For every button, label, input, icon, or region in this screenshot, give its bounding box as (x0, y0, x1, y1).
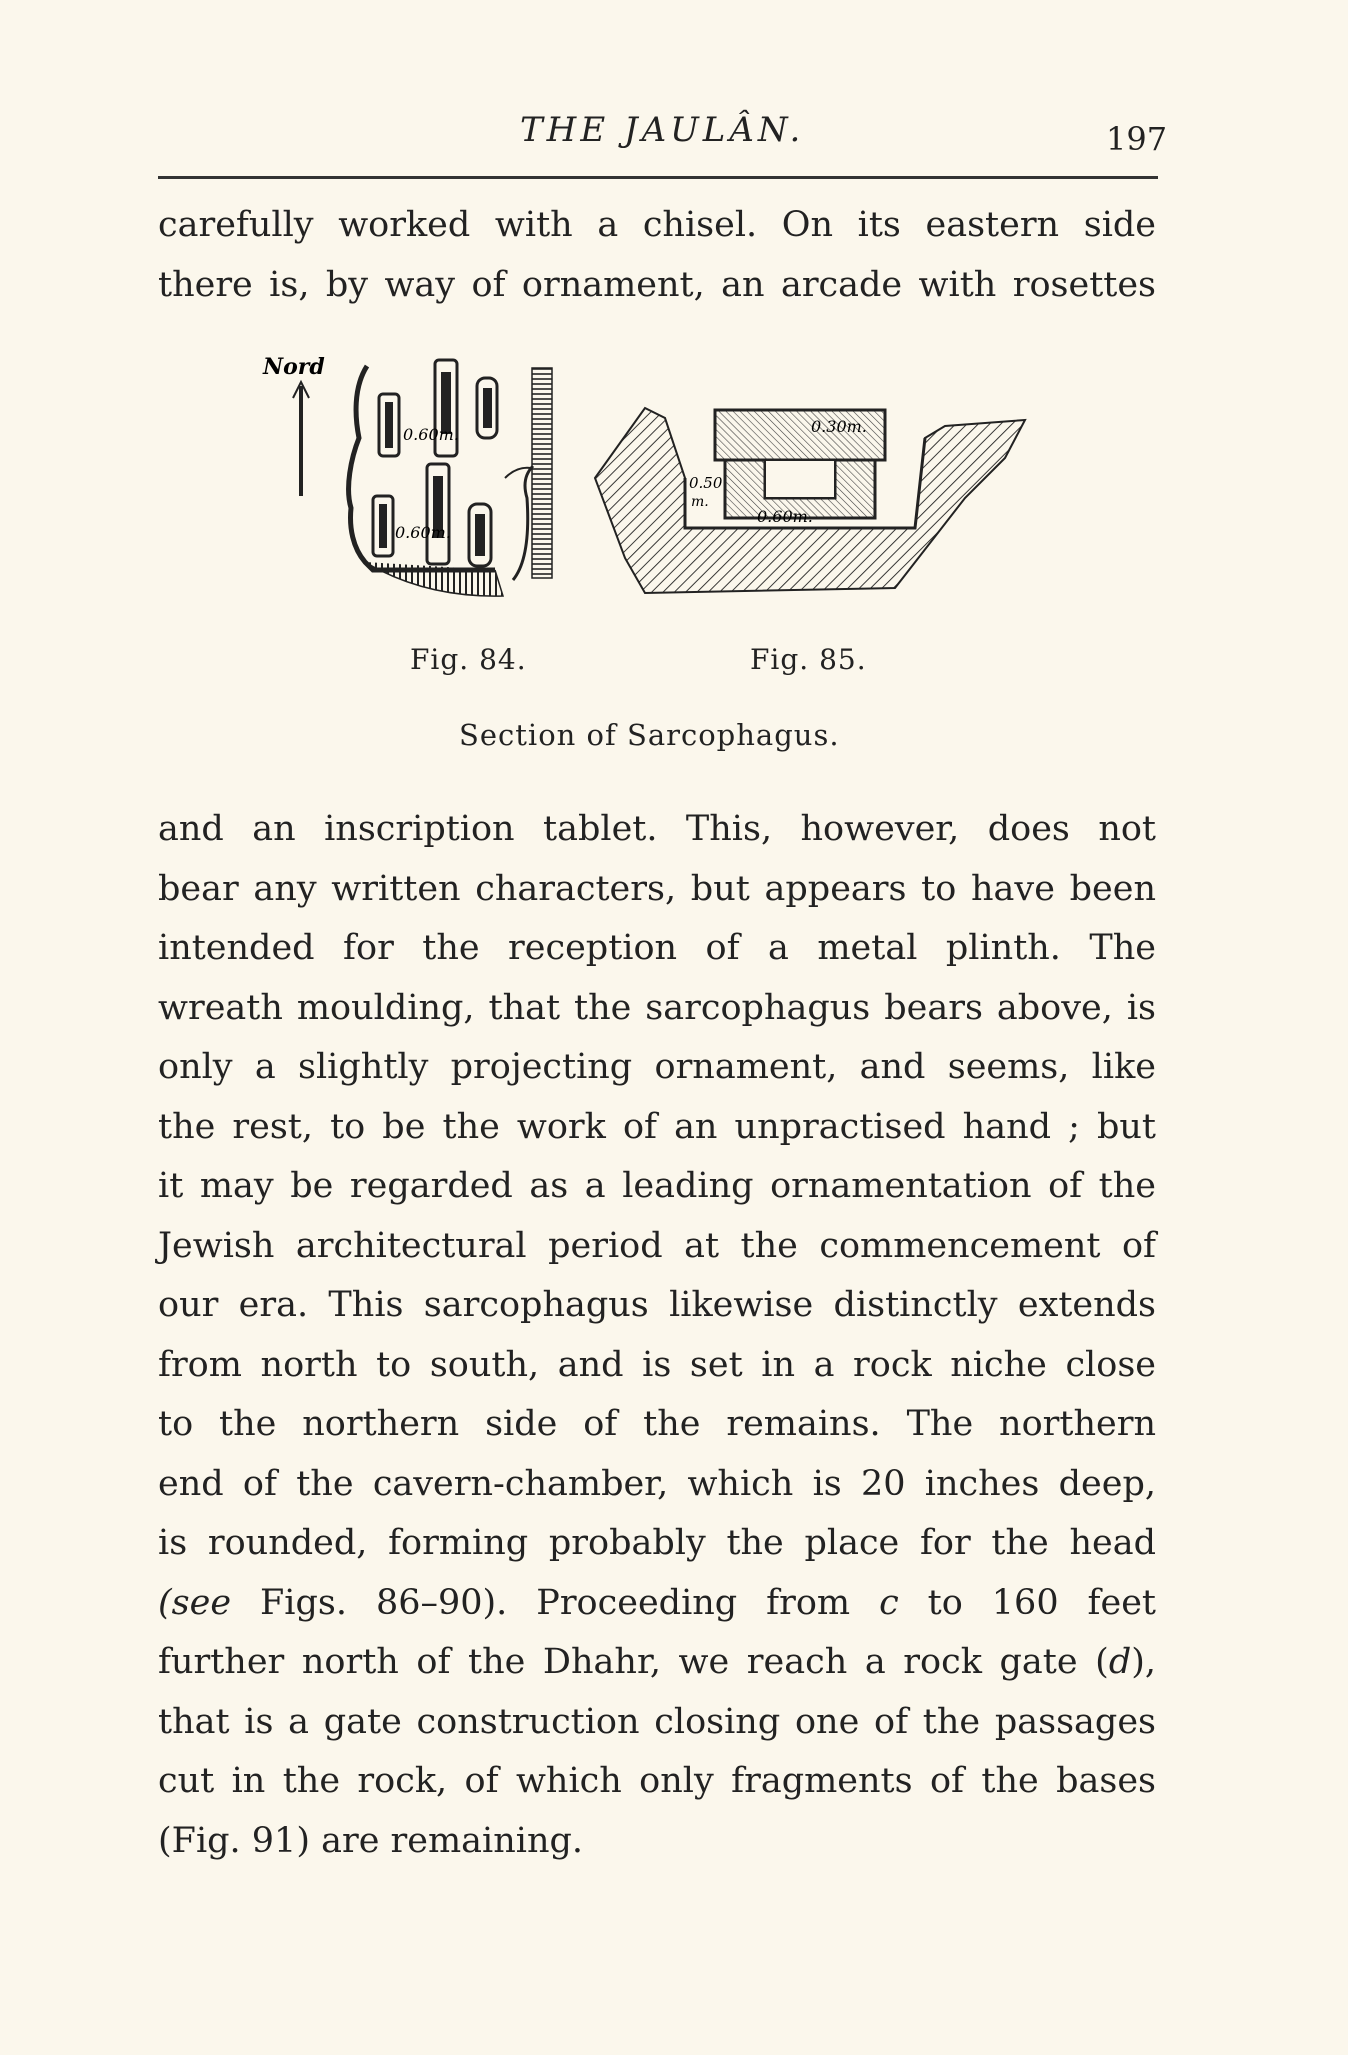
text-line: only a slightly projecting ornament, and seems, like (158, 1047, 1156, 1087)
page-number: 197 (1106, 120, 1168, 158)
text-line: intended for the reception of a metal plinth. The (158, 928, 1156, 968)
text-line: it may be regarded as a leading ornamentation of the (158, 1166, 1156, 1206)
figure-85-section (585, 398, 1035, 613)
letter-c-italic: c (879, 1582, 899, 1623)
text-line: there is, by way of ornament, an arcade with rosettes (158, 264, 1156, 305)
north-arrow-icon (293, 382, 309, 496)
measurement-label: m. (691, 494, 709, 510)
text-fragment: ), (1131, 1642, 1156, 1682)
text-fragment: Figs. 86–90). Proceeding from (231, 1582, 880, 1623)
text-line: Jewish architectural period at the commencement of (158, 1225, 1156, 1266)
text-line: cut in the rock, of which only fragments of the bases (158, 1761, 1156, 1801)
text-line (158, 1574, 1156, 1634)
text-line: end of the cavern-chamber, which is 20 inches deep, (158, 1463, 1156, 1504)
north-label: Nord (263, 354, 325, 380)
figure-84-plan (255, 348, 575, 618)
sarcophagus-top (379, 360, 497, 456)
text-line (158, 1633, 1156, 1693)
text-fragment: to 160 feet (898, 1582, 1156, 1623)
header-rule (158, 176, 1158, 179)
measurement-label: 0.60m. (757, 507, 813, 526)
paragraph-main (158, 800, 1156, 1871)
measurement-label: 0.60m. (403, 425, 459, 444)
section-caption: Section of Sarcophagus. (459, 718, 840, 752)
figure-84-caption: Fig. 84. (410, 643, 527, 676)
text-line: our era. This sarcophagus likewise distinctly extends (158, 1285, 1156, 1325)
see-italic: (see (158, 1582, 232, 1623)
letter-d-italic: d (1108, 1642, 1132, 1682)
text-line: and an inscription tablet. This, however, does not (158, 809, 1156, 849)
measurement-label: 0.50 (689, 474, 723, 492)
text-line: that is a gate construction closing one of the passages (158, 1701, 1156, 1742)
text-line: carefully worked with a chisel. On its eastern side (158, 205, 1156, 245)
text-line-last: (Fig. 91) are remaining. (158, 1820, 584, 1861)
measurement-label: 0.30m. (811, 417, 867, 436)
sarcophagus-bottom (373, 464, 491, 566)
text-fragment: further north of the Dhahr, we reach a rock gate ( (158, 1642, 1109, 1682)
page-header-title: THE JAULÂN. (520, 110, 805, 150)
paragraph-top (158, 196, 1156, 315)
text-line: to the northern side of the remains. The northern (158, 1404, 1156, 1444)
figure-85-caption: Fig. 85. (750, 643, 867, 676)
text-line: wreath moulding, that the sarcophagus bears above, is (158, 987, 1156, 1028)
text-line: the rest, to be the work of an unpractised hand ; but (158, 1106, 1156, 1147)
measurement-label: 0.60m. (395, 523, 451, 542)
text-line: bear any written characters, but appears to have been (158, 868, 1156, 909)
text-line: from north to south, and is set in a rock niche close (158, 1344, 1156, 1385)
text-line: is rounded, forming probably the place for the head (158, 1523, 1156, 1563)
